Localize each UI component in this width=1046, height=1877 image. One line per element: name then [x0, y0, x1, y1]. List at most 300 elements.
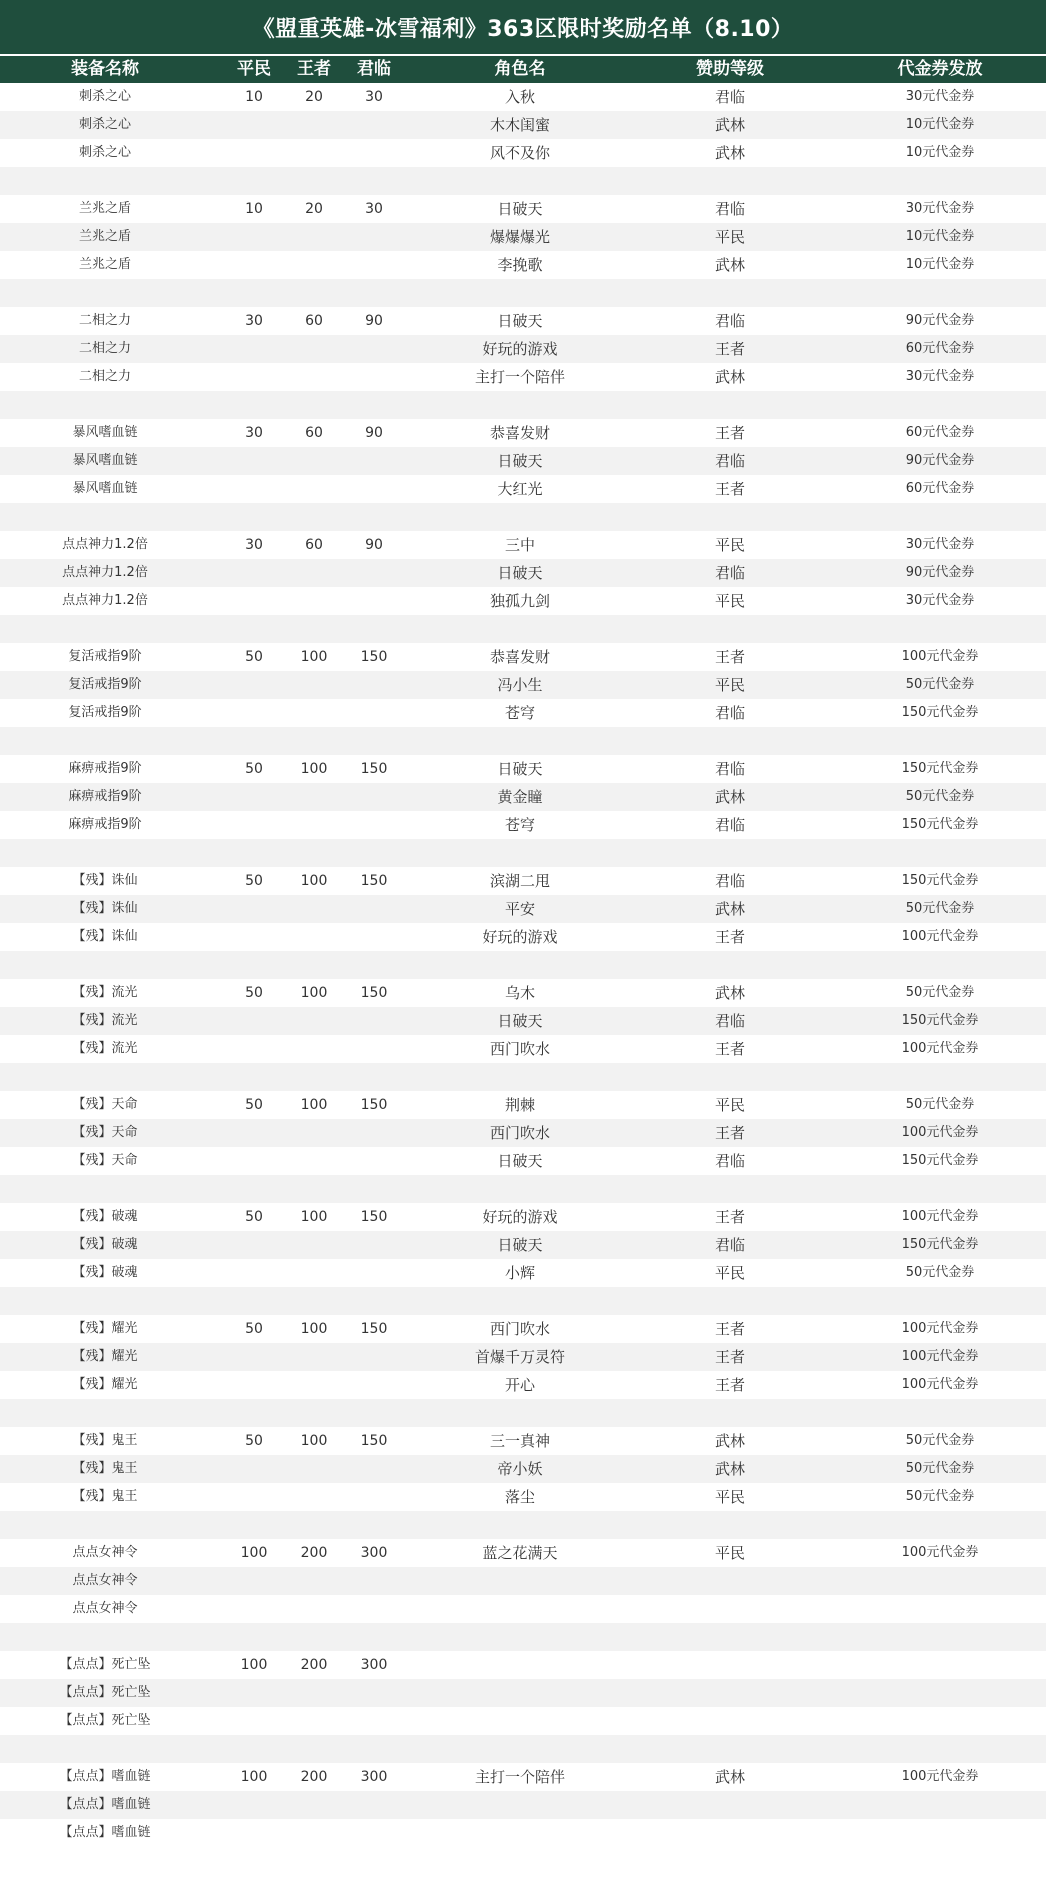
cell-equip: 【点点】嗜血链: [59, 1769, 151, 1784]
cell-voucher: 150元代金券: [901, 817, 979, 832]
cell-level: 君临: [714, 872, 745, 890]
cell-equip: 点点神力1.2倍: [62, 593, 148, 608]
cell-level: 君临: [714, 88, 745, 106]
cell-equip: 【残】耀光: [72, 1377, 138, 1392]
cell-pingmin: 50: [245, 1433, 263, 1449]
cell-voucher: 100元代金券: [901, 1769, 979, 1784]
table-row: [0, 587, 1046, 615]
table-row: [0, 1119, 1046, 1147]
cell-equip: 暴风嗜血链: [72, 481, 138, 496]
spacer-row: [0, 1623, 1046, 1651]
table-row: [0, 559, 1046, 587]
cell-junlin: 30: [365, 201, 383, 217]
cell-pingmin: 100: [240, 1545, 268, 1561]
cell-level: 王者: [714, 1208, 745, 1226]
cell-level: 王者: [714, 1348, 745, 1366]
cell-junlin: 150: [360, 1097, 388, 1113]
cell-junlin: 150: [360, 1433, 388, 1449]
cell-equip: 点点神力1.2倍: [62, 537, 148, 552]
cell-role: 帝小妖: [497, 1460, 543, 1478]
page-title: 《盟重英雄-冰雪福利》363区限时奖励名单（8.10）: [0, 0, 1046, 54]
cell-role: 风不及你: [489, 144, 550, 162]
cell-role: 三一真神: [489, 1432, 550, 1450]
table-row: [0, 1595, 1046, 1623]
table-row: [0, 475, 1046, 503]
cell-voucher: 50元代金券: [905, 789, 975, 804]
table-row: [0, 335, 1046, 363]
cell-wangzhe: 100: [300, 1433, 328, 1449]
cell-level: 君临: [714, 816, 745, 834]
cell-equip: 点点女神令: [72, 1545, 138, 1560]
cell-wangzhe: 100: [300, 985, 328, 1001]
cell-equip: 兰兆之盾: [78, 257, 131, 272]
table-row: [0, 1231, 1046, 1259]
cell-level: [650, 1819, 810, 1847]
table-row: [0, 671, 1046, 699]
header-wangzhe: 王者: [297, 59, 331, 79]
cell-role: 入秋: [504, 88, 535, 106]
cell-voucher: 90元代金券: [905, 313, 975, 328]
cell-role: 日破天: [497, 1236, 543, 1254]
cell-level: 君临: [714, 760, 745, 778]
cell-junlin: 30: [365, 89, 383, 105]
cell-voucher: [840, 1791, 1040, 1819]
cell-level: 王者: [714, 340, 745, 358]
cell-level: 平民: [714, 536, 745, 554]
cell-equip: 兰兆之盾: [78, 201, 131, 216]
cell-pingmin: 50: [245, 761, 263, 777]
cell-role: 蓝之花满天: [482, 1544, 558, 1562]
cell-voucher: 50元代金券: [905, 1265, 975, 1280]
cell-role: 滨湖二甩: [489, 872, 550, 890]
cell-wangzhe: 100: [300, 1097, 328, 1113]
spacer-row: [0, 951, 1046, 979]
cell-equip: 【点点】嗜血链: [59, 1797, 151, 1812]
table-row: [0, 111, 1046, 139]
cell-equip: 【残】天命: [72, 1125, 138, 1140]
spacer-row: [0, 727, 1046, 755]
cell-level: 平民: [714, 1488, 745, 1506]
table-row: [0, 223, 1046, 251]
cell-role: 西门吹水: [489, 1124, 550, 1142]
cell-role: 日破天: [497, 760, 543, 778]
cell-equip: 二相之力: [78, 341, 131, 356]
cell-junlin: 150: [360, 1321, 388, 1337]
cell-level: 武林: [714, 788, 745, 806]
table-row: [0, 1315, 1046, 1343]
cell-role: 西门吹水: [489, 1040, 550, 1058]
cell-level: 王者: [714, 928, 745, 946]
cell-role: 荆棘: [504, 1096, 535, 1114]
cell-role: 开心: [504, 1376, 535, 1394]
cell-voucher: 50元代金券: [905, 1433, 975, 1448]
cell-role: 首爆千万灵符: [474, 1348, 565, 1366]
cell-pingmin: 100: [240, 1657, 268, 1673]
cell-equip: 二相之力: [78, 369, 131, 384]
cell-equip: 复活戒指9阶: [68, 705, 142, 720]
table-row: [0, 1819, 1046, 1847]
cell-level: 君临: [714, 564, 745, 582]
cell-pingmin: 100: [240, 1769, 268, 1785]
cell-role: [420, 1595, 620, 1623]
table-row: [0, 643, 1046, 671]
table-row: [0, 755, 1046, 783]
cell-wangzhe: 20: [305, 89, 323, 105]
cell-voucher: 30元代金券: [905, 369, 975, 384]
cell-equip: 刺杀之心: [78, 117, 131, 132]
cell-level: 王者: [714, 480, 745, 498]
cell-pingmin: 50: [245, 985, 263, 1001]
cell-wangzhe: 100: [300, 1209, 328, 1225]
cell-equip: 复活戒指9阶: [68, 677, 142, 692]
cell-equip: 【残】鬼王: [72, 1433, 138, 1448]
cell-wangzhe: 200: [300, 1769, 328, 1785]
cell-voucher: [840, 1595, 1040, 1623]
cell-voucher: 100元代金券: [901, 1377, 979, 1392]
header-voucher: 代金券发放: [897, 59, 983, 79]
cell-role: 日破天: [497, 1012, 543, 1030]
cell-voucher: 50元代金券: [905, 1461, 975, 1476]
cell-equip: 【残】鬼王: [72, 1461, 138, 1476]
cell-role: 恭喜发财: [489, 648, 550, 666]
cell-junlin: 300: [360, 1545, 388, 1561]
cell-voucher: 30元代金券: [905, 201, 975, 216]
table-row: [0, 1427, 1046, 1455]
table-row: [0, 83, 1046, 111]
cell-level: 平民: [714, 228, 745, 246]
cell-role: [420, 1679, 620, 1707]
cell-level: 王者: [714, 1320, 745, 1338]
cell-level: 平民: [714, 1264, 745, 1282]
cell-equip: 【残】破魂: [72, 1209, 138, 1224]
cell-voucher: 90元代金券: [905, 453, 975, 468]
cell-equip: 【点点】死亡坠: [59, 1657, 151, 1672]
cell-voucher: 10元代金券: [905, 145, 975, 160]
table-row: [0, 867, 1046, 895]
cell-equip: 麻痹戒指9阶: [68, 761, 142, 776]
cell-voucher: 60元代金券: [905, 425, 975, 440]
cell-voucher: 50元代金券: [905, 985, 975, 1000]
cell-role: 黄金瞳: [497, 788, 543, 806]
cell-voucher: 100元代金券: [901, 1545, 979, 1560]
table-row: [0, 1035, 1046, 1063]
cell-junlin: 150: [360, 1209, 388, 1225]
cell-level: 武林: [714, 984, 745, 1002]
cell-role: 西门吹水: [489, 1320, 550, 1338]
cell-junlin: 300: [360, 1657, 388, 1673]
cell-level: 武林: [714, 1768, 745, 1786]
cell-pingmin: 10: [245, 89, 263, 105]
cell-level: 武林: [714, 256, 745, 274]
spacer-row: [0, 1063, 1046, 1091]
cell-voucher: 100元代金券: [901, 1125, 979, 1140]
spacer-row: [0, 167, 1046, 195]
table-row: [0, 251, 1046, 279]
cell-voucher: 60元代金券: [905, 481, 975, 496]
cell-role: 爆爆爆光: [489, 228, 550, 246]
cell-voucher: [840, 1819, 1040, 1847]
cell-voucher: 30元代金券: [905, 593, 975, 608]
cell-role: 主打一个陪伴: [474, 1768, 565, 1786]
cell-pingmin: 50: [245, 873, 263, 889]
cell-voucher: 30元代金券: [905, 537, 975, 552]
cell-wangzhe: 200: [300, 1657, 328, 1673]
table-row: [0, 363, 1046, 391]
cell-role: 平安: [504, 900, 535, 918]
table-row: [0, 1091, 1046, 1119]
header-role: 角色名: [494, 59, 546, 79]
cell-equip: 【残】流光: [72, 1013, 138, 1028]
table-row: [0, 923, 1046, 951]
table-row: [0, 447, 1046, 475]
cell-role: [420, 1651, 620, 1679]
cell-voucher: 150元代金券: [901, 705, 979, 720]
cell-junlin: 150: [360, 985, 388, 1001]
spacer-row: [0, 1287, 1046, 1315]
cell-role: 苍穹: [504, 816, 535, 834]
cell-wangzhe: 60: [305, 425, 323, 441]
cell-equip: 二相之力: [78, 313, 131, 328]
spacer-row: [0, 615, 1046, 643]
cell-level: 武林: [714, 368, 745, 386]
table-row: [0, 1147, 1046, 1175]
cell-level: 君临: [714, 704, 745, 722]
cell-voucher: 50元代金券: [905, 901, 975, 916]
cell-level: 君临: [714, 1012, 745, 1030]
spacer-row: [0, 503, 1046, 531]
cell-equip: 点点神力1.2倍: [62, 565, 148, 580]
cell-equip: 麻痹戒指9阶: [68, 789, 142, 804]
table-row: [0, 1371, 1046, 1399]
header-level: 赞助等级: [696, 59, 764, 79]
cell-level: 武林: [714, 144, 745, 162]
cell-level: [650, 1707, 810, 1735]
table-row: [0, 1203, 1046, 1231]
cell-pingmin: 30: [245, 537, 263, 553]
table-row: [0, 139, 1046, 167]
cell-level: 王者: [714, 1376, 745, 1394]
table-row: [0, 811, 1046, 839]
cell-voucher: 150元代金券: [901, 873, 979, 888]
table-row: [0, 1455, 1046, 1483]
cell-voucher: [840, 1679, 1040, 1707]
cell-role: 苍穹: [504, 704, 535, 722]
cell-voucher: 60元代金券: [905, 341, 975, 356]
cell-pingmin: 30: [245, 425, 263, 441]
cell-role: 日破天: [497, 452, 543, 470]
cell-equip: 复活戒指9阶: [68, 649, 142, 664]
table-row: [0, 1539, 1046, 1567]
cell-level: 王者: [714, 1124, 745, 1142]
cell-voucher: 150元代金券: [901, 1153, 979, 1168]
cell-pingmin: 50: [245, 1321, 263, 1337]
table-row: [0, 1791, 1046, 1819]
cell-role: 日破天: [497, 564, 543, 582]
cell-voucher: 100元代金券: [901, 1041, 979, 1056]
cell-junlin: 150: [360, 761, 388, 777]
cell-level: [650, 1791, 810, 1819]
cell-voucher: 150元代金券: [901, 761, 979, 776]
cell-level: 君临: [714, 452, 745, 470]
cell-equip: 暴风嗜血链: [72, 425, 138, 440]
cell-level: 君临: [714, 312, 745, 330]
spacer-row: [0, 1511, 1046, 1539]
cell-voucher: 100元代金券: [901, 929, 979, 944]
cell-level: [650, 1651, 810, 1679]
cell-voucher: 30元代金券: [905, 89, 975, 104]
cell-role: 独孤九剑: [489, 592, 550, 610]
cell-voucher: 100元代金券: [901, 1209, 979, 1224]
table-row: [0, 1707, 1046, 1735]
cell-equip: 【残】鬼王: [72, 1489, 138, 1504]
cell-equip: 【残】破魂: [72, 1237, 138, 1252]
cell-wangzhe: 60: [305, 537, 323, 553]
cell-equip: 刺杀之心: [78, 145, 131, 160]
cell-voucher: 100元代金券: [901, 649, 979, 664]
cell-level: 王者: [714, 1040, 745, 1058]
table-header: [0, 56, 1046, 83]
cell-wangzhe: 60: [305, 313, 323, 329]
cell-pingmin: 50: [245, 649, 263, 665]
cell-role: 日破天: [497, 312, 543, 330]
table-row: [0, 419, 1046, 447]
cell-role: 小辉: [504, 1264, 535, 1282]
cell-junlin: 150: [360, 873, 388, 889]
cell-role: 木木闺蜜: [489, 116, 550, 134]
cell-voucher: 10元代金券: [905, 117, 975, 132]
cell-level: 武林: [714, 900, 745, 918]
table-row: [0, 1007, 1046, 1035]
cell-role: 主打一个陪伴: [474, 368, 565, 386]
spacer-row: [0, 279, 1046, 307]
cell-role: 日破天: [497, 1152, 543, 1170]
cell-junlin: 90: [365, 313, 383, 329]
table-row: [0, 195, 1046, 223]
cell-voucher: 100元代金券: [901, 1321, 979, 1336]
cell-wangzhe: 100: [300, 1321, 328, 1337]
cell-junlin: 90: [365, 425, 383, 441]
cell-level: 君临: [714, 200, 745, 218]
cell-wangzhe: 100: [300, 873, 328, 889]
cell-role: 日破天: [497, 200, 543, 218]
cell-equip: 兰兆之盾: [78, 229, 131, 244]
cell-role: [420, 1819, 620, 1847]
table-row: [0, 1679, 1046, 1707]
cell-role: 好玩的游戏: [482, 340, 558, 358]
cell-equip: 【残】流光: [72, 1041, 138, 1056]
table-row: [0, 979, 1046, 1007]
cell-equip: 【残】破魂: [72, 1265, 138, 1280]
cell-role: 大红光: [497, 480, 543, 498]
cell-role: [420, 1707, 620, 1735]
cell-equip: 【残】流光: [72, 985, 138, 1000]
cell-voucher: 50元代金券: [905, 677, 975, 692]
cell-equip: 【残】耀光: [72, 1321, 138, 1336]
header-equip: 装备名称: [71, 59, 139, 79]
spacer-row: [0, 1735, 1046, 1763]
cell-level: 君临: [714, 1236, 745, 1254]
table-row: [0, 1483, 1046, 1511]
cell-level: 平民: [714, 1544, 745, 1562]
cell-role: [420, 1567, 620, 1595]
cell-role: 乌木: [504, 984, 535, 1002]
cell-equip: 【残】诛仙: [72, 929, 138, 944]
header-pingmin: 平民: [237, 59, 271, 79]
table-row: [0, 1567, 1046, 1595]
cell-level: 武林: [714, 1432, 745, 1450]
table-body: [0, 83, 1046, 1847]
cell-wangzhe: 200: [300, 1545, 328, 1561]
cell-role: 好玩的游戏: [482, 928, 558, 946]
cell-voucher: 50元代金券: [905, 1097, 975, 1112]
table-row: [0, 699, 1046, 727]
header-junlin: 君临: [357, 59, 391, 79]
cell-role: 李挽歌: [497, 256, 543, 274]
cell-level: 武林: [714, 116, 745, 134]
cell-level: 王者: [714, 648, 745, 666]
table-row: [0, 1343, 1046, 1371]
cell-level: [650, 1567, 810, 1595]
cell-level: 武林: [714, 1460, 745, 1478]
cell-junlin: 300: [360, 1769, 388, 1785]
cell-equip: 【残】耀光: [72, 1349, 138, 1364]
cell-voucher: 10元代金券: [905, 229, 975, 244]
cell-role: [420, 1791, 620, 1819]
cell-level: 平民: [714, 592, 745, 610]
cell-role: 好玩的游戏: [482, 1208, 558, 1226]
cell-voucher: [840, 1567, 1040, 1595]
table-row: [0, 307, 1046, 335]
cell-junlin: 150: [360, 649, 388, 665]
cell-voucher: 100元代金券: [901, 1349, 979, 1364]
cell-voucher: 90元代金券: [905, 565, 975, 580]
spacer-row: [0, 1175, 1046, 1203]
cell-equip: 【点点】死亡坠: [59, 1685, 151, 1700]
cell-equip: 刺杀之心: [78, 89, 131, 104]
spacer-row: [0, 391, 1046, 419]
table-row: [0, 531, 1046, 559]
spacer-row: [0, 839, 1046, 867]
cell-equip: 【残】天命: [72, 1097, 138, 1112]
cell-voucher: 50元代金券: [905, 1489, 975, 1504]
cell-equip: 点点女神令: [72, 1601, 138, 1616]
table-row: [0, 895, 1046, 923]
cell-pingmin: 50: [245, 1097, 263, 1113]
cell-voucher: [840, 1651, 1040, 1679]
cell-voucher: 10元代金券: [905, 257, 975, 272]
cell-equip: 【点点】嗜血链: [59, 1825, 151, 1840]
cell-level: 王者: [714, 424, 745, 442]
cell-voucher: [840, 1707, 1040, 1735]
table-row: [0, 783, 1046, 811]
cell-level: [650, 1595, 810, 1623]
cell-wangzhe: 100: [300, 649, 328, 665]
cell-wangzhe: 20: [305, 201, 323, 217]
cell-voucher: 150元代金券: [901, 1013, 979, 1028]
cell-role: 冯小生: [497, 676, 543, 694]
cell-level: 平民: [714, 676, 745, 694]
cell-equip: 【残】诛仙: [72, 873, 138, 888]
table-row: [0, 1651, 1046, 1679]
cell-pingmin: 50: [245, 1209, 263, 1225]
cell-junlin: 90: [365, 537, 383, 553]
cell-equip: 暴风嗜血链: [72, 453, 138, 468]
cell-level: 平民: [714, 1096, 745, 1114]
cell-role: 三中: [504, 536, 535, 554]
cell-role: 恭喜发财: [489, 424, 550, 442]
cell-voucher: 150元代金券: [901, 1237, 979, 1252]
cell-pingmin: 30: [245, 313, 263, 329]
